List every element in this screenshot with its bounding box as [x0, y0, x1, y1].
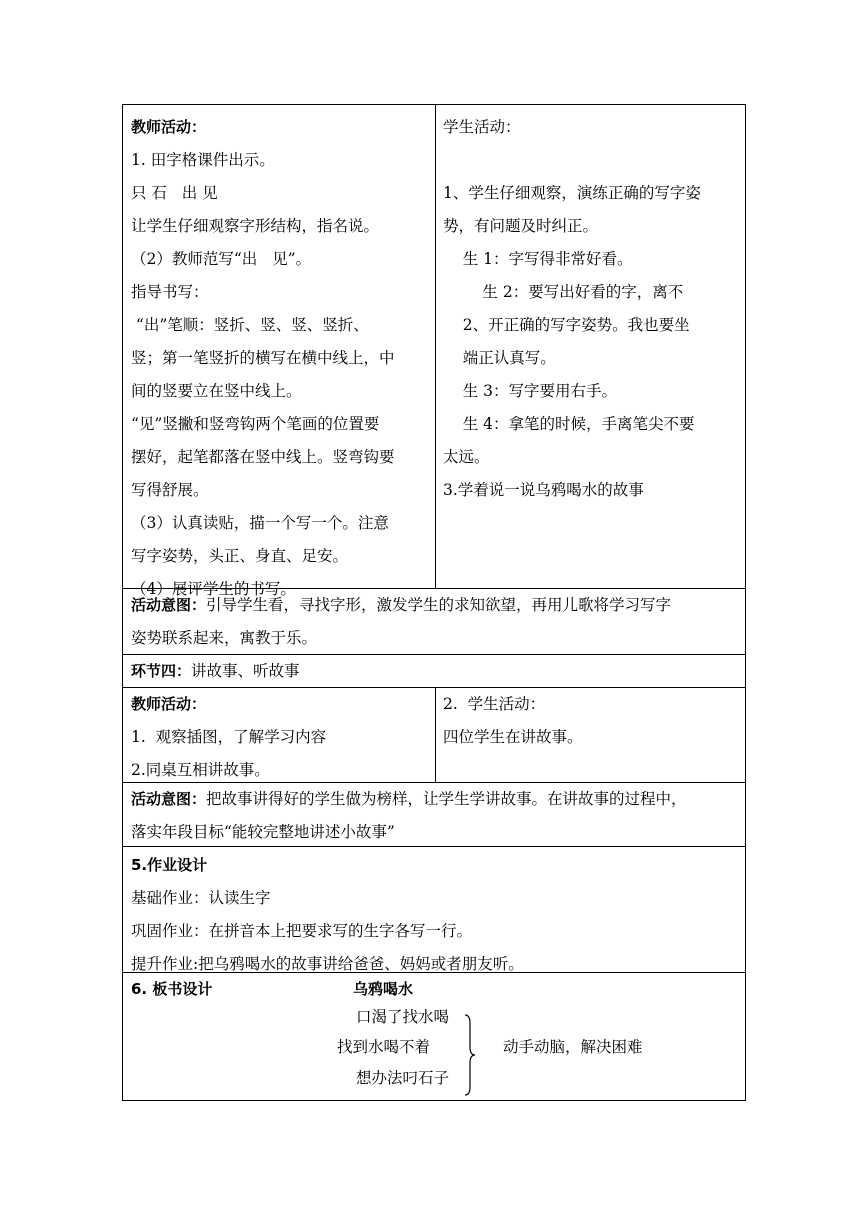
teacher-heading: 教师活动：	[131, 118, 207, 136]
student-line: 3.学着说一说乌鸦喝水的故事	[443, 481, 644, 499]
student-line: 生 2：要写出好看的字，离不	[443, 283, 684, 301]
teacher-activity-cell	[123, 111, 435, 606]
teacher-line: 写字姿势，头正、身直、足安。	[131, 547, 349, 565]
teacher-line: （4）展评学生的书写。	[131, 580, 296, 598]
intent-text: 把故事讲得好的学生做为榜样，让学生学讲故事。在讲故事的过程中，	[206, 790, 687, 808]
teacher-line: 指导书写：	[131, 283, 209, 301]
student-line: 生 3：写字要用右手。	[443, 382, 617, 400]
board-title: 6. 板书设计	[131, 980, 213, 998]
student-line: 生 1：字写得非常好看。	[443, 250, 633, 268]
brace-icon	[463, 1013, 477, 1097]
student-heading: 2. 学生活动：	[443, 695, 546, 713]
intent-label: 活动意图：	[131, 596, 207, 614]
teacher-line: （2）教师范写“出 见”。	[131, 250, 311, 268]
student-activity-cell	[435, 688, 745, 754]
student-line: 四位学生在讲故事。	[443, 728, 583, 746]
activity-row-2	[123, 687, 745, 782]
teacher-line: 只 石 出 见	[131, 184, 218, 202]
teacher-line: 1. 观察插图，了解学习内容	[131, 728, 327, 746]
teacher-line: 写得舒展。	[131, 481, 209, 499]
step-text: 讲故事、听故事	[191, 662, 300, 680]
teacher-line: 摆好，起笔都落在竖中线上。竖弯钩要	[131, 448, 395, 466]
teacher-line: 1. 田字格课件出示。	[131, 151, 275, 169]
student-activity-cell	[435, 111, 745, 507]
teacher-heading: 教师活动：	[131, 695, 207, 713]
student-line: 太远。	[443, 448, 490, 466]
student-line: 2、开正确的写字姿势。我也要坐	[443, 316, 690, 334]
student-line	[443, 144, 737, 177]
student-line: 生 4：拿笔的时候，手离笔尖不要	[443, 415, 695, 433]
student-heading: 学生活动：	[443, 118, 521, 136]
lesson-table	[122, 104, 746, 1101]
intent-row	[123, 782, 745, 846]
teacher-line: （3）认真读贴，描一个写一个。注意	[131, 514, 389, 532]
intent-text: 落实年段目标“能较完整地讲述小故事”	[131, 823, 395, 841]
intent-row	[123, 588, 745, 654]
student-line: 1、学生仔细观察，演练正确的写字姿	[443, 184, 701, 202]
teacher-line: 间的竖要立在竖中线上。	[131, 382, 302, 400]
intent-text: 引导学生看，寻找字形，激发学生的求知欲望，再用儿歌将学习写字	[206, 596, 672, 614]
student-line: 势，有问题及时纠正。	[443, 217, 599, 235]
board-line: 想办法叼石子	[356, 1069, 450, 1087]
homework-line: 巩固作业：在拼音本上把要求写的生字各写一行。	[131, 922, 473, 940]
homework-row	[123, 846, 745, 972]
board-heading: 乌鸦喝水	[353, 980, 414, 998]
step-label: 环节四：	[131, 662, 192, 680]
step-row	[123, 654, 745, 687]
teacher-line: “出”笔顺：竖折、竖、竖、竖折、	[131, 316, 369, 334]
board-summary: 动手动脑，解决困难	[503, 1038, 643, 1056]
homework-line: 基础作业：认读生字	[131, 889, 271, 907]
teacher-line: “见”竖撇和竖弯钩两个笔画的位置要	[131, 415, 380, 433]
board-line: 找到水喝不着	[337, 1038, 431, 1056]
board-line: 口渴了找水喝	[356, 1008, 450, 1026]
intent-label: 活动意图：	[131, 790, 207, 808]
teacher-line: 让学生仔细观察字形结构，指名说。	[131, 217, 380, 235]
homework-title: 5.作业设计	[131, 856, 208, 874]
teacher-activity-cell	[123, 688, 435, 787]
homework-line: 提升作业:把乌鸦喝水的故事讲给爸爸、妈妈或者朋友听。	[131, 955, 524, 973]
student-line: 端正认真写。	[443, 349, 556, 367]
teacher-line: 竖；第一笔竖折的横写在横中线上，中	[131, 349, 395, 367]
board-design-row	[123, 972, 745, 1100]
teacher-line: 2.同桌互相讲故事。	[131, 761, 270, 779]
intent-text: 姿势联系起来，寓教于乐。	[131, 629, 318, 647]
